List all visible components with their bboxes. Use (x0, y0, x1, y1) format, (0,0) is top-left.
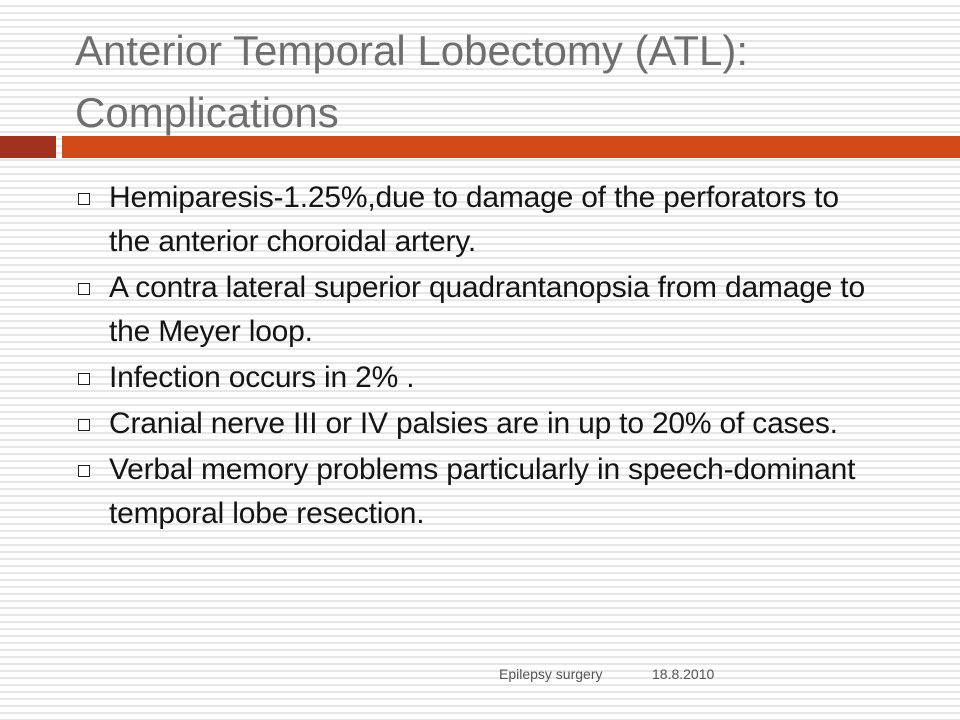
hollow-square-icon (78, 419, 90, 431)
bullet-item (76, 266, 876, 354)
hollow-square-icon (78, 283, 90, 295)
hollow-square-icon (78, 465, 90, 477)
footer-date: 18.8.2010 (652, 666, 715, 682)
hollow-square-icon (78, 193, 90, 205)
bullet-item (76, 448, 876, 536)
bullet-text: Hemiparesis-1.25%,due to damage of the perforators to the anterior choroidal artery. (109, 181, 839, 258)
bullet-list (76, 176, 876, 538)
bullet-item (76, 356, 876, 400)
bullet-text: A contra lateral superior quadrantanopsia from damage to the Meyer loop. (109, 271, 865, 348)
bullet-text: Infection occurs in 2% . (109, 361, 415, 394)
hollow-square-icon (78, 373, 90, 385)
bullet-item (76, 176, 876, 264)
title-accent-bar-dark (0, 136, 56, 158)
bullet-item (76, 402, 876, 446)
slide-footer (0, 666, 960, 686)
bullet-text: Cranial nerve III or IV palsies are in up to 20% of cases. (109, 407, 838, 440)
footer-text: Epilepsy surgery (499, 666, 603, 682)
bullet-text: Verbal memory problems particularly in speech-dominant temporal lobe resection. (109, 453, 856, 530)
title-accent-bar (62, 136, 960, 158)
slide-title: Anterior Temporal Lobectomy (ATL): Complications (75, 27, 749, 136)
